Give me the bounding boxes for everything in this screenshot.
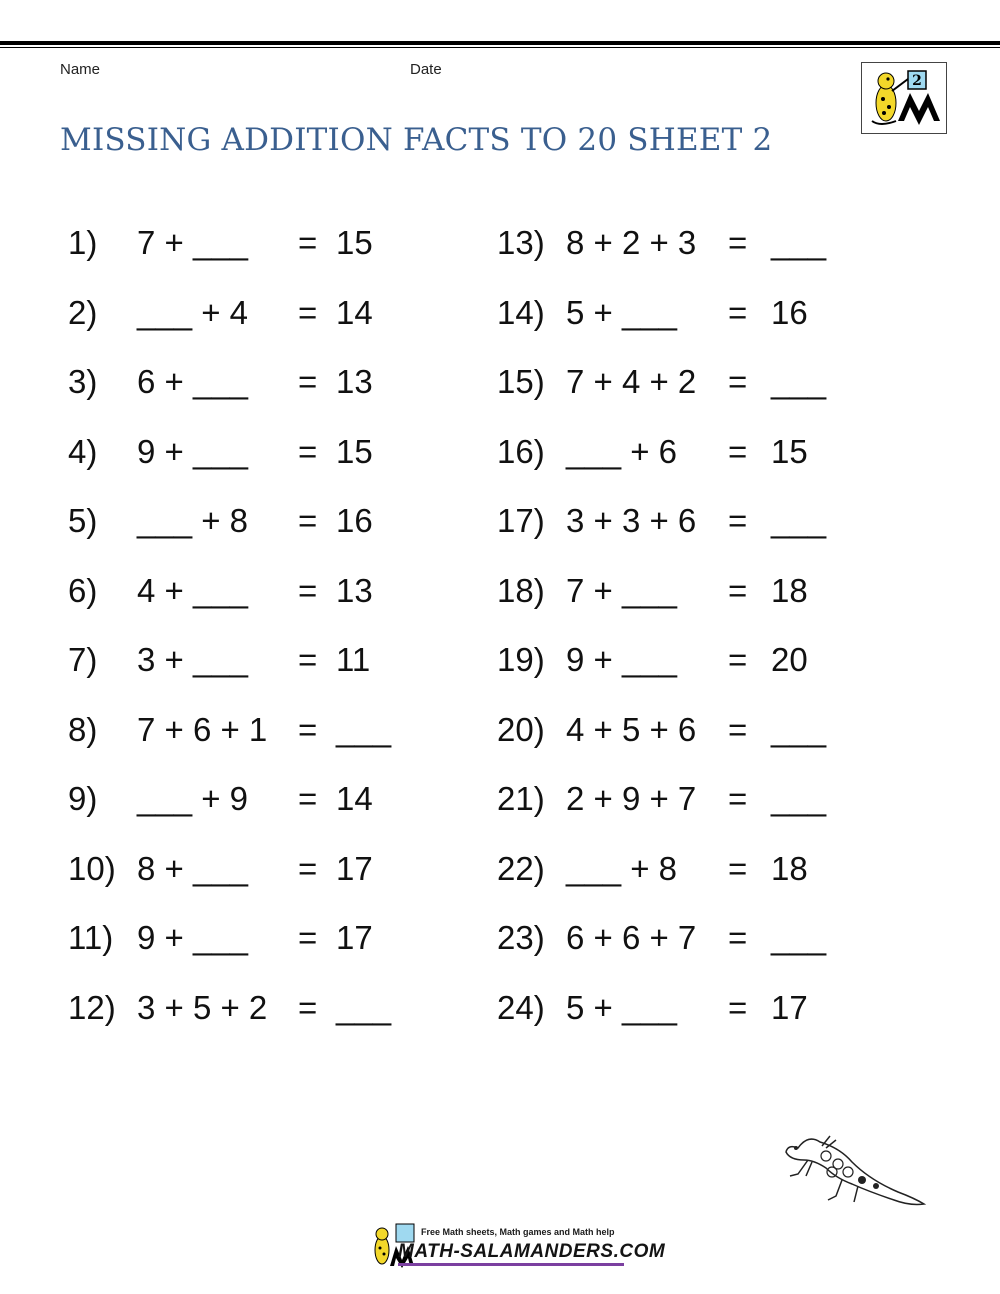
equals-sign: = — [728, 641, 748, 678]
equals-sign: = — [298, 919, 318, 956]
name-label: Name — [60, 61, 101, 78]
problem-expression: 6 + 6 + 7 — [566, 919, 697, 956]
problem-row — [0, 360, 1000, 404]
problem-expression: 2 + 9 + 7 — [566, 780, 697, 817]
problem-answer: 14 — [336, 294, 373, 331]
equals-sign: = — [728, 572, 748, 609]
problem-number: 1) — [68, 224, 98, 261]
equals-sign: = — [728, 989, 748, 1026]
problem-number: 6) — [68, 572, 98, 609]
problem-answer: 15 — [336, 433, 373, 470]
problem-expression: 7 + 4 + 2 — [566, 363, 697, 400]
problem-answer: 13 — [336, 363, 373, 400]
problem-answer: ___ — [771, 363, 827, 400]
problem-row — [0, 708, 1000, 752]
problem-answer: 15 — [336, 224, 373, 261]
problem-number: 24) — [497, 989, 545, 1026]
problem-row — [0, 916, 1000, 960]
problem-number: 15) — [497, 363, 545, 400]
equals-sign: = — [728, 919, 748, 956]
problem-number: 7) — [68, 641, 98, 678]
equals-sign: = — [728, 850, 748, 887]
problem-expression: 9 + ___ — [566, 641, 678, 678]
problem-expression: 5 + ___ — [566, 294, 678, 331]
problem-number: 16) — [497, 433, 545, 470]
equals-sign: = — [298, 502, 318, 539]
problem-row — [0, 638, 1000, 682]
problem-number: 23) — [497, 919, 545, 956]
problem-answer: 17 — [336, 850, 373, 887]
equals-sign: = — [728, 780, 748, 817]
problem-number: 14) — [497, 294, 545, 331]
equals-sign: = — [298, 433, 318, 470]
problem-answer: ___ — [771, 919, 827, 956]
problem-answer: ___ — [771, 711, 827, 748]
problem-answer: 13 — [336, 572, 373, 609]
problem-row — [0, 777, 1000, 821]
salamander-logo-icon — [861, 62, 947, 134]
footer-site-link[interactable]: MATH-SALAMANDERS.COM — [398, 1241, 666, 1262]
problem-number: 10) — [68, 850, 116, 887]
problem-expression: 4 + ___ — [137, 572, 249, 609]
problem-number: 17) — [497, 502, 545, 539]
problem-answer: 16 — [771, 294, 808, 331]
problem-answer: ___ — [336, 989, 392, 1026]
problem-expression: 9 + ___ — [137, 919, 249, 956]
problem-expression: 3 + 3 + 6 — [566, 502, 697, 539]
problem-answer: ___ — [771, 780, 827, 817]
problem-row — [0, 847, 1000, 891]
date-label: Date — [410, 61, 442, 78]
equals-sign: = — [728, 502, 748, 539]
problem-answer: 18 — [771, 572, 808, 609]
problem-number: 12) — [68, 989, 116, 1026]
problem-row — [0, 986, 1000, 1030]
problem-expression: 9 + ___ — [137, 433, 249, 470]
top-rule — [0, 41, 1000, 45]
salamander-mascot-icon — [778, 1126, 928, 1216]
problem-answer: 11 — [336, 641, 371, 678]
problem-number: 11) — [68, 919, 114, 956]
equals-sign: = — [728, 711, 748, 748]
equals-sign: = — [298, 224, 318, 261]
problem-number: 3) — [68, 363, 98, 400]
problem-answer: 17 — [771, 989, 808, 1026]
equals-sign: = — [728, 363, 748, 400]
problem-answer: 15 — [771, 433, 808, 470]
problem-answer: 20 — [771, 641, 808, 678]
problem-number: 9) — [68, 780, 98, 817]
problem-answer: 16 — [336, 502, 373, 539]
problem-answer: ___ — [336, 711, 392, 748]
problem-number: 21) — [497, 780, 545, 817]
problem-number: 2) — [68, 294, 98, 331]
grade-badge: 2 — [912, 73, 922, 89]
equals-sign: = — [298, 363, 318, 400]
problem-expression: 3 + ___ — [137, 641, 249, 678]
problem-answer: 18 — [771, 850, 808, 887]
problem-answer: 14 — [336, 780, 373, 817]
problem-expression: 7 + ___ — [566, 572, 678, 609]
problem-number: 8) — [68, 711, 98, 748]
problem-expression: 5 + ___ — [566, 989, 678, 1026]
problem-answer: 17 — [336, 919, 373, 956]
problem-row — [0, 430, 1000, 474]
problem-expression: ___ + 6 — [566, 433, 678, 470]
equals-sign: = — [728, 294, 748, 331]
problem-expression: 7 + ___ — [137, 224, 249, 261]
problem-number: 4) — [68, 433, 98, 470]
equals-sign: = — [298, 294, 318, 331]
equals-sign: = — [298, 641, 318, 678]
problem-expression: 8 + ___ — [137, 850, 249, 887]
worksheet-title: MISSING ADDITION FACTS TO 20 SHEET 2 — [60, 122, 773, 158]
top-rule-thin — [0, 47, 1000, 48]
equals-sign: = — [298, 572, 318, 609]
problem-expression: 8 + 2 + 3 — [566, 224, 697, 261]
equals-sign: = — [298, 989, 318, 1026]
problem-answer: ___ — [771, 502, 827, 539]
problem-expression: ___ + 8 — [137, 502, 249, 539]
equals-sign: = — [298, 850, 318, 887]
problem-number: 22) — [497, 850, 545, 887]
problem-row — [0, 291, 1000, 335]
problem-number: 19) — [497, 641, 545, 678]
problem-number: 20) — [497, 711, 545, 748]
problem-expression: ___ + 8 — [566, 850, 678, 887]
problem-number: 18) — [497, 572, 545, 609]
problem-row — [0, 569, 1000, 613]
problem-expression: 4 + 5 + 6 — [566, 711, 697, 748]
equals-sign: = — [728, 433, 748, 470]
problem-row — [0, 221, 1000, 265]
problem-expression: 6 + ___ — [137, 363, 249, 400]
equals-sign: = — [298, 780, 318, 817]
problem-expression: 7 + 6 + 1 — [137, 711, 268, 748]
equals-sign: = — [298, 711, 318, 748]
problem-expression: 3 + 5 + 2 — [137, 989, 268, 1026]
footer-tagline: Free Math sheets, Math games and Math help — [421, 1227, 615, 1237]
problem-number: 5) — [68, 502, 98, 539]
problem-expression: ___ + 4 — [137, 294, 249, 331]
footer-underline — [398, 1263, 624, 1266]
problem-row — [0, 499, 1000, 543]
equals-sign: = — [728, 224, 748, 261]
problem-answer: ___ — [771, 224, 827, 261]
problem-number: 13) — [497, 224, 545, 261]
problem-expression: ___ + 9 — [137, 780, 249, 817]
